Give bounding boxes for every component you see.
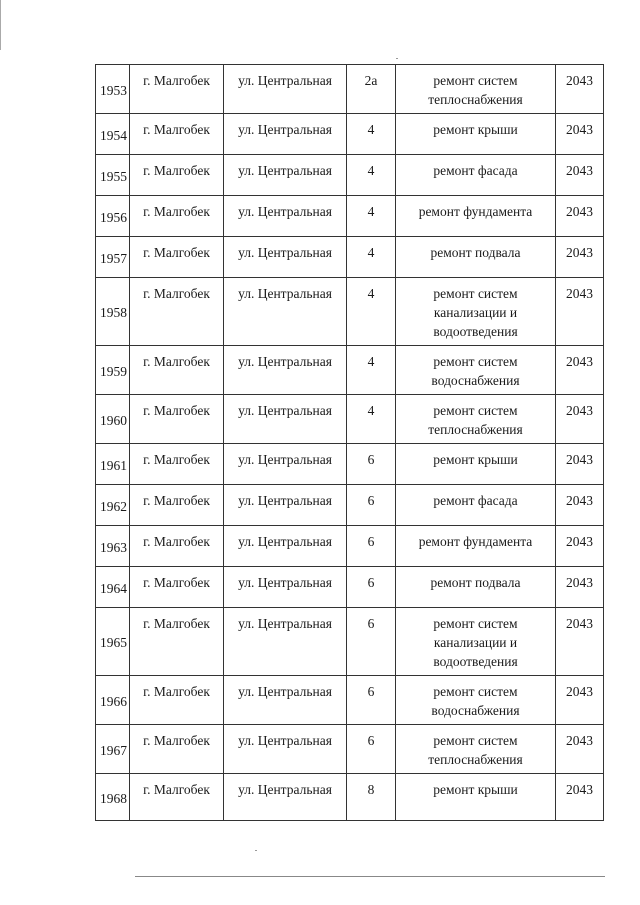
row-number: 1956: [96, 196, 130, 237]
table-row: [96, 278, 604, 346]
work-type-cell: ремонт крыши: [396, 444, 556, 485]
row-number: 1964: [96, 567, 130, 608]
city-cell: г. Малгобек: [130, 155, 224, 196]
city-cell: г. Малгобек: [130, 444, 224, 485]
planned-year-cell: 2043: [556, 725, 604, 774]
house-number-cell: 8: [347, 774, 396, 821]
city-cell: г. Малгобек: [130, 485, 224, 526]
table-row: [96, 196, 604, 237]
row-number: 1959: [96, 346, 130, 395]
table-row: [96, 444, 604, 485]
table-row: [96, 395, 604, 444]
house-number-cell: 4: [347, 155, 396, 196]
house-number-cell: 6: [347, 608, 396, 676]
row-number: 1955: [96, 155, 130, 196]
row-number: 1960: [96, 395, 130, 444]
street-cell: ул. Центральная: [224, 237, 347, 278]
planned-year-cell: 2043: [556, 237, 604, 278]
table-row: [96, 567, 604, 608]
planned-year-cell: 2043: [556, 395, 604, 444]
street-cell: ул. Центральная: [224, 676, 347, 725]
row-number: 1954: [96, 114, 130, 155]
scan-edge: [0, 0, 4, 50]
house-number-cell: 4: [347, 237, 396, 278]
street-cell: ул. Центральная: [224, 346, 347, 395]
planned-year-cell: 2043: [556, 155, 604, 196]
row-number: 1957: [96, 237, 130, 278]
street-cell: ул. Центральная: [224, 608, 347, 676]
scan-speck: [255, 850, 257, 851]
work-type-cell: ремонт фасада: [396, 485, 556, 526]
planned-year-cell: 2043: [556, 65, 604, 114]
row-number: 1963: [96, 526, 130, 567]
street-cell: ул. Центральная: [224, 567, 347, 608]
planned-year-cell: 2043: [556, 485, 604, 526]
planned-year-cell: 2043: [556, 526, 604, 567]
scan-speck: [396, 58, 398, 59]
street-cell: ул. Центральная: [224, 65, 347, 114]
row-number: 1965: [96, 608, 130, 676]
table-row: [96, 65, 604, 114]
row-number: 1958: [96, 278, 130, 346]
city-cell: г. Малгобек: [130, 114, 224, 155]
house-number-cell: 6: [347, 485, 396, 526]
capital-repair-table: [95, 64, 604, 821]
city-cell: г. Малгобек: [130, 676, 224, 725]
city-cell: г. Малгобек: [130, 237, 224, 278]
house-number-cell: 6: [347, 526, 396, 567]
street-cell: ул. Центральная: [224, 725, 347, 774]
planned-year-cell: 2043: [556, 444, 604, 485]
table-row: [96, 725, 604, 774]
street-cell: ул. Центральная: [224, 395, 347, 444]
table-row: [96, 676, 604, 725]
house-number-cell: 4: [347, 278, 396, 346]
city-cell: г. Малгобек: [130, 65, 224, 114]
street-cell: ул. Центральная: [224, 114, 347, 155]
work-type-cell: ремонт подвала: [396, 567, 556, 608]
row-number: 1968: [96, 774, 130, 821]
street-cell: ул. Центральная: [224, 155, 347, 196]
work-type-cell: ремонт систем теплоснабжения: [396, 395, 556, 444]
table-row: [96, 526, 604, 567]
row-number: 1967: [96, 725, 130, 774]
table-row: [96, 608, 604, 676]
city-cell: г. Малгобек: [130, 278, 224, 346]
work-type-cell: ремонт фасада: [396, 155, 556, 196]
house-number-cell: 6: [347, 444, 396, 485]
house-number-cell: 6: [347, 725, 396, 774]
work-type-cell: ремонт подвала: [396, 237, 556, 278]
city-cell: г. Малгобек: [130, 608, 224, 676]
table-row: [96, 237, 604, 278]
street-cell: ул. Центральная: [224, 774, 347, 821]
planned-year-cell: 2043: [556, 114, 604, 155]
work-type-cell: ремонт фундамента: [396, 196, 556, 237]
planned-year-cell: 2043: [556, 278, 604, 346]
house-number-cell: 2а: [347, 65, 396, 114]
row-number: 1961: [96, 444, 130, 485]
row-number: 1966: [96, 676, 130, 725]
work-type-cell: ремонт крыши: [396, 114, 556, 155]
row-number: 1962: [96, 485, 130, 526]
bottom-rule: [135, 876, 605, 877]
work-type-cell: ремонт систем водоснабжения: [396, 676, 556, 725]
planned-year-cell: 2043: [556, 567, 604, 608]
row-number: 1953: [96, 65, 130, 114]
city-cell: г. Малгобек: [130, 567, 224, 608]
work-type-cell: ремонт систем теплоснабжения: [396, 725, 556, 774]
table-row: [96, 114, 604, 155]
work-type-cell: ремонт систем водоснабжения: [396, 346, 556, 395]
house-number-cell: 6: [347, 676, 396, 725]
work-type-cell: ремонт крыши: [396, 774, 556, 821]
table-row: [96, 155, 604, 196]
city-cell: г. Малгобек: [130, 346, 224, 395]
planned-year-cell: 2043: [556, 774, 604, 821]
city-cell: г. Малгобек: [130, 774, 224, 821]
street-cell: ул. Центральная: [224, 196, 347, 237]
table-row: [96, 346, 604, 395]
work-type-cell: ремонт систем теплоснабжения: [396, 65, 556, 114]
house-number-cell: 6: [347, 567, 396, 608]
city-cell: г. Малгобек: [130, 526, 224, 567]
house-number-cell: 4: [347, 196, 396, 237]
work-type-cell: ремонт фундамента: [396, 526, 556, 567]
planned-year-cell: 2043: [556, 196, 604, 237]
planned-year-cell: 2043: [556, 346, 604, 395]
house-number-cell: 4: [347, 395, 396, 444]
work-type-cell: ремонт систем канализации и водоотведения: [396, 608, 556, 676]
street-cell: ул. Центральная: [224, 278, 347, 346]
planned-year-cell: 2043: [556, 608, 604, 676]
street-cell: ул. Центральная: [224, 444, 347, 485]
city-cell: г. Малгобек: [130, 395, 224, 444]
street-cell: ул. Центральная: [224, 526, 347, 567]
work-type-cell: ремонт систем канализации и водоотведения: [396, 278, 556, 346]
table-row: [96, 485, 604, 526]
house-number-cell: 4: [347, 114, 396, 155]
table-row: [96, 774, 604, 821]
city-cell: г. Малгобек: [130, 196, 224, 237]
planned-year-cell: 2043: [556, 676, 604, 725]
street-cell: ул. Центральная: [224, 485, 347, 526]
city-cell: г. Малгобек: [130, 725, 224, 774]
house-number-cell: 4: [347, 346, 396, 395]
table-body: [96, 65, 604, 821]
